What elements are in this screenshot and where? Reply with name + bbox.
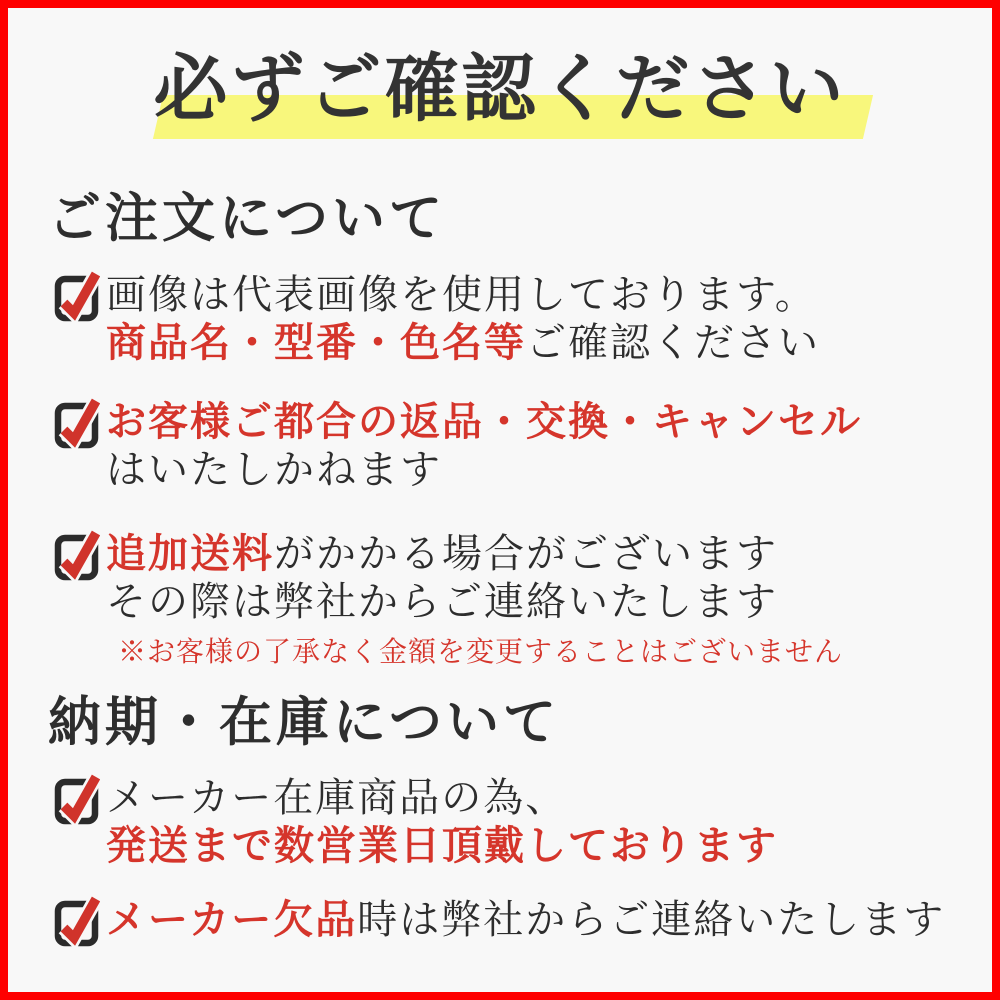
notice-line	[106, 822, 778, 870]
notice-line	[106, 578, 843, 626]
page-title: 必ずご確認ください	[153, 49, 847, 131]
checked-checkbox-icon	[54, 524, 100, 582]
text-black: メーカー在庫商品の為、	[106, 775, 568, 820]
notice-line	[106, 398, 862, 446]
notice-line	[106, 896, 945, 944]
text-red-emphasis: 追加送料	[106, 531, 274, 576]
notice-item-out-of-stock	[54, 896, 945, 948]
text-red-emphasis: 発送まで数営業日頂戴しております	[106, 823, 778, 868]
text-black: 時は弊社からご連絡いたします	[357, 897, 946, 942]
notice-line	[106, 530, 843, 578]
notice-line	[106, 774, 778, 822]
text-black: ご確認ください	[526, 320, 820, 365]
text-black: その際は弊社からご連絡いたします	[106, 579, 778, 624]
notice-footnote: ※お客様の了承なく金額を変更することはございません	[118, 637, 844, 668]
checked-checkbox-icon	[54, 265, 100, 323]
section-heading-order: ご注文について	[48, 190, 446, 248]
text-black: 画像は代表画像を使用しております。	[106, 272, 817, 317]
checked-checkbox-icon	[54, 890, 100, 948]
section-heading-stock: 納期・在庫について	[48, 694, 560, 752]
checked-checkbox-icon	[54, 768, 100, 826]
notice-item-text	[106, 774, 778, 870]
notice-item-representative-image	[54, 271, 820, 367]
text-red-emphasis: お客様ご都合の返品・交換・キャンセル	[106, 399, 862, 444]
notice-item-extra-shipping	[54, 530, 843, 672]
notice-item-maker-stock	[54, 774, 778, 870]
notice-item-text	[106, 398, 862, 494]
notice-item-text	[106, 530, 843, 672]
text-black: はいたしかねます	[106, 447, 442, 492]
checked-checkbox-icon	[54, 392, 100, 450]
notice-item-text	[106, 271, 820, 367]
text-red-emphasis: メーカー欠品	[106, 897, 358, 942]
notice-line	[106, 271, 820, 319]
notice-item-no-returns	[54, 398, 862, 494]
text-red-emphasis: 商品名・型番・色名等	[106, 320, 526, 365]
text-black: がかかる場合がございます	[274, 531, 778, 576]
title-block	[8, 48, 992, 133]
notice-line	[106, 446, 862, 494]
notice-line	[106, 319, 820, 367]
notice-item-text	[106, 896, 945, 944]
